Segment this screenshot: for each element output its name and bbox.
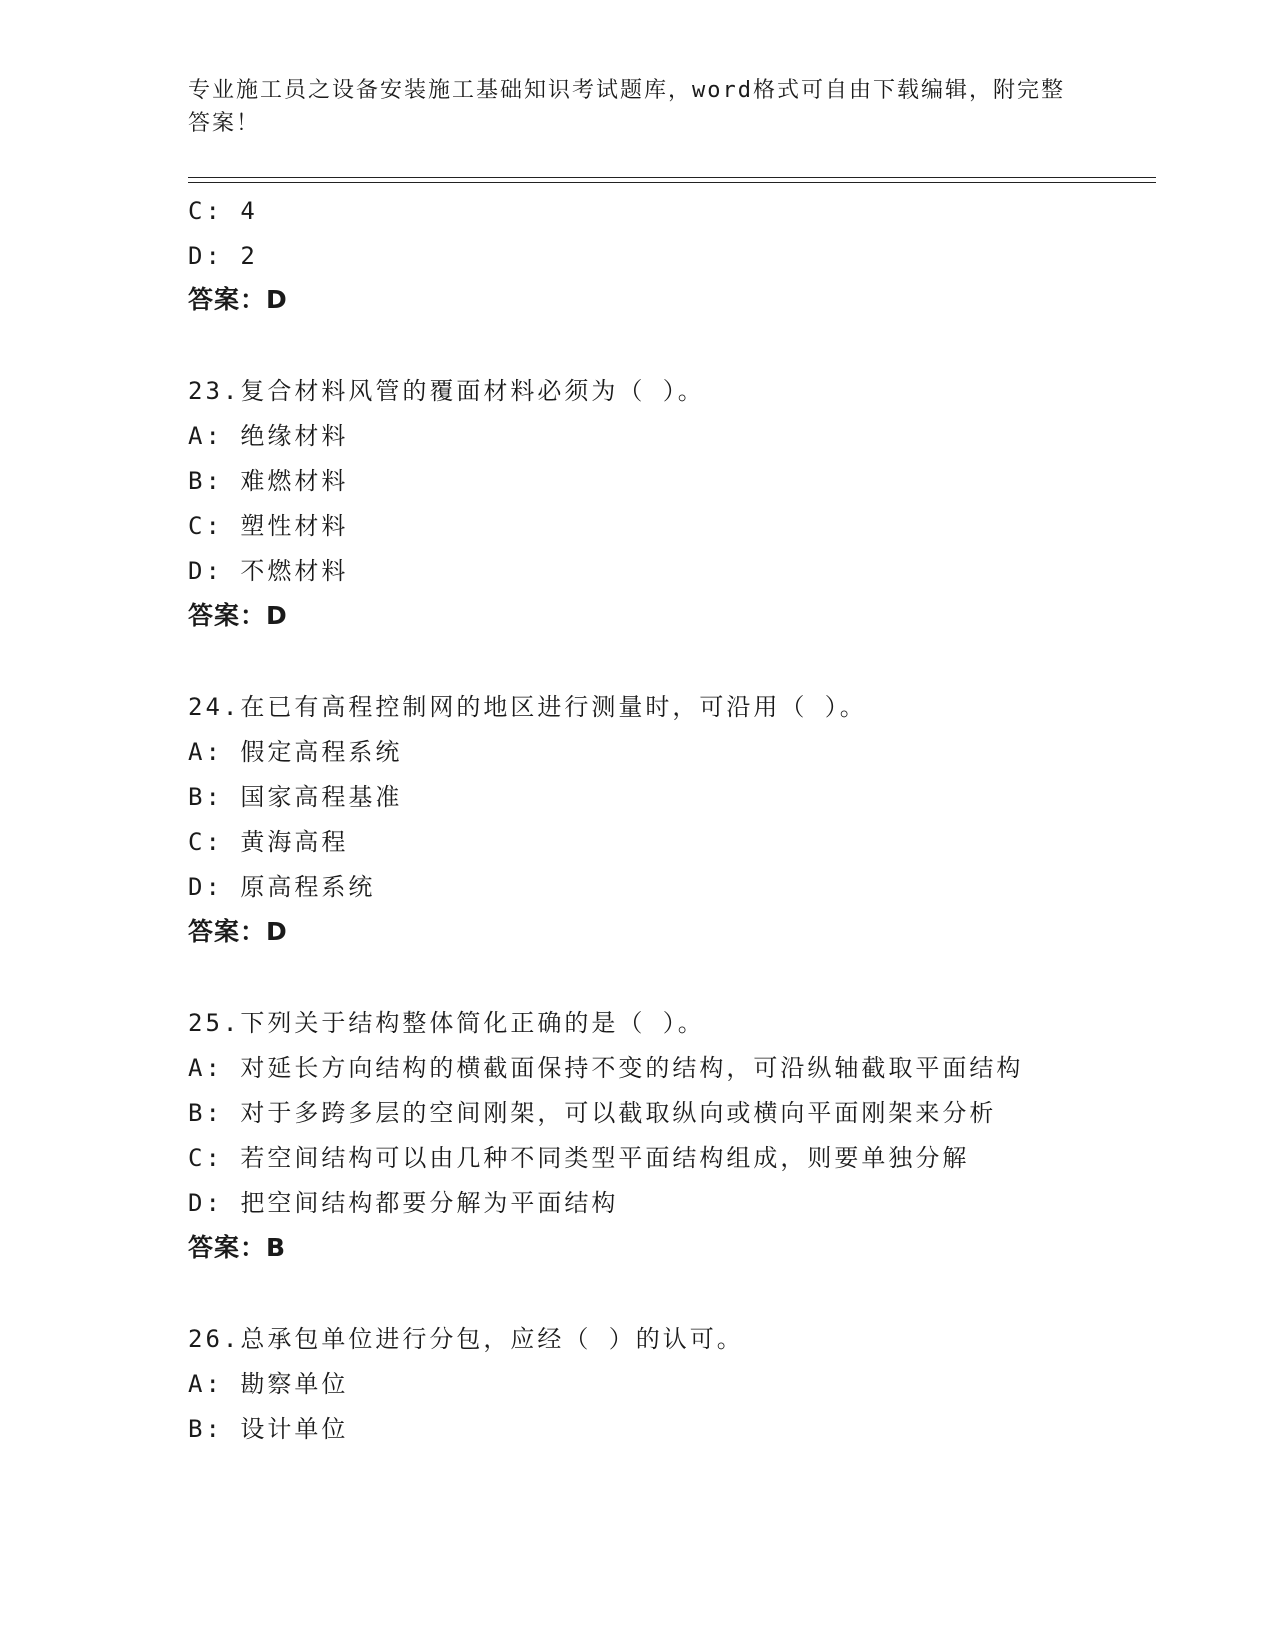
- option-c: C: 若空间结构可以由几种不同类型平面结构组成，则要单独分解: [188, 1144, 970, 1172]
- option-d: D: 原高程系统: [188, 873, 376, 901]
- option-a: A: 勘察单位: [188, 1370, 349, 1398]
- option-a: A: 绝缘材料: [188, 422, 349, 450]
- option-b: B: 难燃材料: [188, 467, 349, 495]
- option-b: B: 设计单位: [188, 1415, 349, 1443]
- answer-label: 答案：D: [188, 917, 288, 946]
- question-stem: 25.下列关于结构整体简化正确的是（ ）。: [188, 1009, 705, 1037]
- option-b: B: 对于多跨多层的空间刚架，可以截取纵向或横向平面刚架来分析: [188, 1099, 997, 1127]
- answer-label: 答案：D: [188, 601, 288, 630]
- option-d: D: 2: [188, 242, 258, 270]
- header-divider-bottom: [188, 182, 1156, 183]
- question-stem: 23.复合材料风管的覆面材料必须为（ ）。: [188, 377, 705, 405]
- answer-label: 答案：B: [188, 1233, 287, 1262]
- answer-label: 答案：D: [188, 285, 288, 314]
- option-a: A: 对延长方向结构的横截面保持不变的结构，可沿纵轴截取平面结构: [188, 1054, 1024, 1082]
- option-b: B: 国家高程基准: [188, 783, 403, 811]
- option-a: A: 假定高程系统: [188, 738, 403, 766]
- header-divider-top: [188, 177, 1156, 178]
- option-c: C: 塑性材料: [188, 512, 349, 540]
- question-stem: 24.在已有高程控制网的地区进行测量时，可沿用（ ）。: [188, 693, 867, 721]
- option-d: D: 把空间结构都要分解为平面结构: [188, 1189, 619, 1217]
- option-c: C: 4: [188, 197, 258, 225]
- option-d: D: 不燃材料: [188, 557, 349, 585]
- option-c: C: 黄海高程: [188, 828, 349, 856]
- question-stem: 26.总承包单位进行分包，应经（ ）的认可。: [188, 1325, 744, 1353]
- document-header: 专业施工员之设备安装施工基础知识考试题库，word格式可自由下载编辑，附完整答案！: [188, 78, 1065, 136]
